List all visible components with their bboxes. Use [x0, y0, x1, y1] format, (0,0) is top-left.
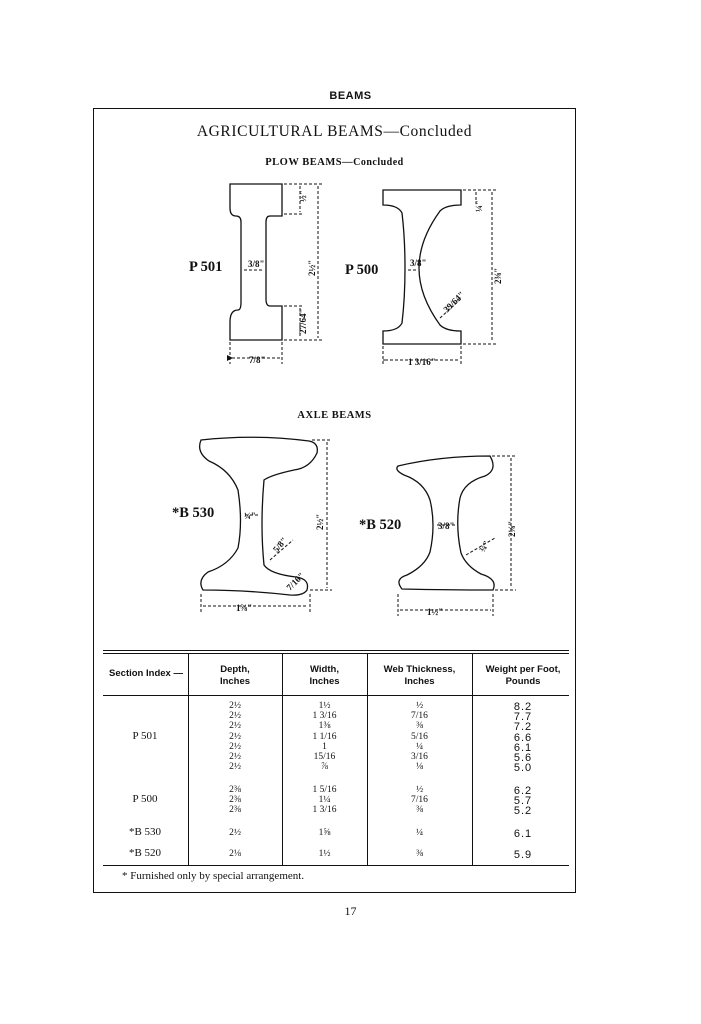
- table-cell-weight: 6.1: [513, 828, 533, 840]
- header-width-line2: Inches: [309, 676, 340, 687]
- p500-label: P 500: [345, 262, 379, 278]
- section-index-cell: P 501: [132, 729, 158, 742]
- table-cell-width: 1 3/16: [312, 805, 337, 816]
- p501-width-dim: 7/8": [249, 355, 266, 365]
- table-cell-weight: 5.0: [513, 762, 533, 775]
- table-cell-weight: 7.2: [513, 721, 533, 734]
- header-web-line1: Web Thickness,: [383, 664, 456, 675]
- table-cell-weight: 5.9: [513, 849, 533, 861]
- table-cell-weight: 6.2: [513, 785, 533, 797]
- p500-web-dim: 3/8": [410, 258, 427, 268]
- header-web-line2: Inches: [404, 676, 435, 687]
- b520-width-dim: 1½": [427, 607, 444, 617]
- table-cell-width: ⅞: [320, 762, 329, 773]
- table-cell-depth: 2½: [229, 711, 241, 722]
- header-width: [283, 664, 366, 688]
- table-top-rule: [103, 650, 569, 651]
- table-cell-depth: 2½: [229, 701, 241, 711]
- table-cell-width: 1 5/16: [312, 785, 337, 795]
- p501-label: P 501: [189, 259, 223, 275]
- table-cell-depth: 2⅜: [229, 805, 241, 816]
- table-cell-web: 7/16: [411, 711, 428, 722]
- table-cell-web: ⅜: [415, 849, 424, 859]
- table-cell-weight: 6.1: [513, 741, 533, 754]
- b520-depth-dim: 2⅛": [507, 520, 517, 537]
- p501-web-dim: 3/8": [248, 259, 265, 269]
- p500-radius-dim: 39/64": [441, 289, 467, 315]
- table-cell-weight: 7.7: [513, 711, 533, 724]
- b530-radius-dim: 5/8": [270, 535, 290, 555]
- table-top-rule-inner: [103, 653, 569, 654]
- table-cell-depth: 2½: [229, 721, 241, 732]
- p500-width-dim: 1 3/16": [408, 357, 436, 367]
- table-cell-width: 1½: [318, 701, 331, 711]
- header-weight: [473, 664, 573, 688]
- b530-depth-dim: 2½": [315, 513, 325, 530]
- table-cell-depth: 2½: [229, 731, 241, 742]
- table-cell-depth: 2⅜: [229, 795, 241, 806]
- table-cell-width: 1⅜: [318, 721, 331, 732]
- table-cell-web: ⅜: [415, 805, 424, 816]
- table-header-rule: [103, 695, 569, 696]
- table-cell-web: 7/16: [411, 795, 428, 806]
- page-number: 17: [344, 904, 357, 918]
- table-cell-web: ½: [415, 701, 424, 711]
- p501-flange-dim: ½": [298, 190, 308, 202]
- p500-depth-dim: 2⅜": [493, 267, 503, 284]
- table-cell-web: ½: [415, 785, 424, 795]
- b530-radius2-dim: 7/16": [284, 570, 307, 593]
- table-cell-width: 15/16: [313, 752, 336, 762]
- table-cell-width: 1 3/16: [312, 711, 337, 722]
- table-cell-width: 1½: [318, 849, 331, 859]
- table-cell-depth: 2½: [229, 741, 241, 752]
- b530-web-dim: ¼": [244, 511, 256, 521]
- section-index-cell: *B 530: [128, 826, 162, 838]
- header-section-index: Section Index —: [109, 668, 183, 679]
- b530-label: *B 530: [172, 505, 215, 521]
- header-weight-line2: Pounds: [505, 676, 541, 687]
- table-cell-web: ¼: [415, 828, 424, 838]
- table-cell-weight: 5.6: [513, 752, 533, 764]
- plow-subtitle-main: PLOW BEAMS—: [265, 157, 354, 168]
- b520-radius-dim: ¾": [477, 538, 492, 554]
- table-bottom-rule: [103, 865, 569, 866]
- table-cell-web: ⅛: [415, 762, 424, 773]
- table-cell-weight: 8.2: [513, 701, 533, 713]
- page-title: AGRICULTURAL BEAMS—Concluded: [196, 123, 473, 140]
- b530-width-dim: 1⅝": [236, 603, 253, 613]
- header-weight-line1: Weight per Foot,: [485, 664, 561, 675]
- plow-subtitle-suffix: Concluded: [353, 157, 404, 168]
- table-cell-depth: 2½: [229, 828, 241, 838]
- table-cell-width: 1¼: [318, 795, 331, 806]
- p501-depth-dim: 2½": [307, 259, 317, 276]
- header-web-thickness: [368, 664, 471, 688]
- table-cell-depth: 2⅛: [229, 849, 241, 859]
- table-cell-web: 5/16: [411, 731, 428, 742]
- p500-flange-dim: ¼": [474, 200, 484, 212]
- section-index-cell: P 500: [132, 793, 158, 806]
- header-depth: [189, 664, 281, 688]
- footnote: * Furnished only by special arrangement.: [122, 870, 305, 882]
- table-cell-depth: 2½: [229, 762, 241, 773]
- p501-fillet-dim: 27/64": [298, 308, 308, 334]
- table-cell-depth: 2½: [229, 752, 241, 762]
- table-cell-weight: 5.7: [513, 795, 533, 808]
- header-depth-line2: Inches: [219, 676, 251, 687]
- b520-web-dim: 3/8": [438, 521, 455, 531]
- header-depth-line1: Depth,: [220, 664, 250, 675]
- table-cell-weight: 6.6: [513, 731, 533, 744]
- table-cell-width: 1 1/16: [312, 731, 337, 742]
- axle-beams-subtitle: AXLE BEAMS: [297, 410, 372, 421]
- running-head: BEAMS: [329, 90, 372, 102]
- table-cell-weight: 5.2: [513, 805, 533, 818]
- b520-label: *B 520: [359, 517, 402, 533]
- header-width-line1: Width,: [310, 664, 339, 675]
- table-cell-web: ⅜: [415, 721, 424, 732]
- table-cell-width: 1: [322, 741, 327, 752]
- section-index-cell: *B 520: [128, 847, 162, 859]
- table-cell-web: 3/16: [411, 752, 428, 762]
- table-cell-web: ¼: [415, 741, 424, 752]
- table-cell-width: 1⅝: [318, 828, 331, 838]
- table-cell-depth: 2⅜: [229, 785, 241, 795]
